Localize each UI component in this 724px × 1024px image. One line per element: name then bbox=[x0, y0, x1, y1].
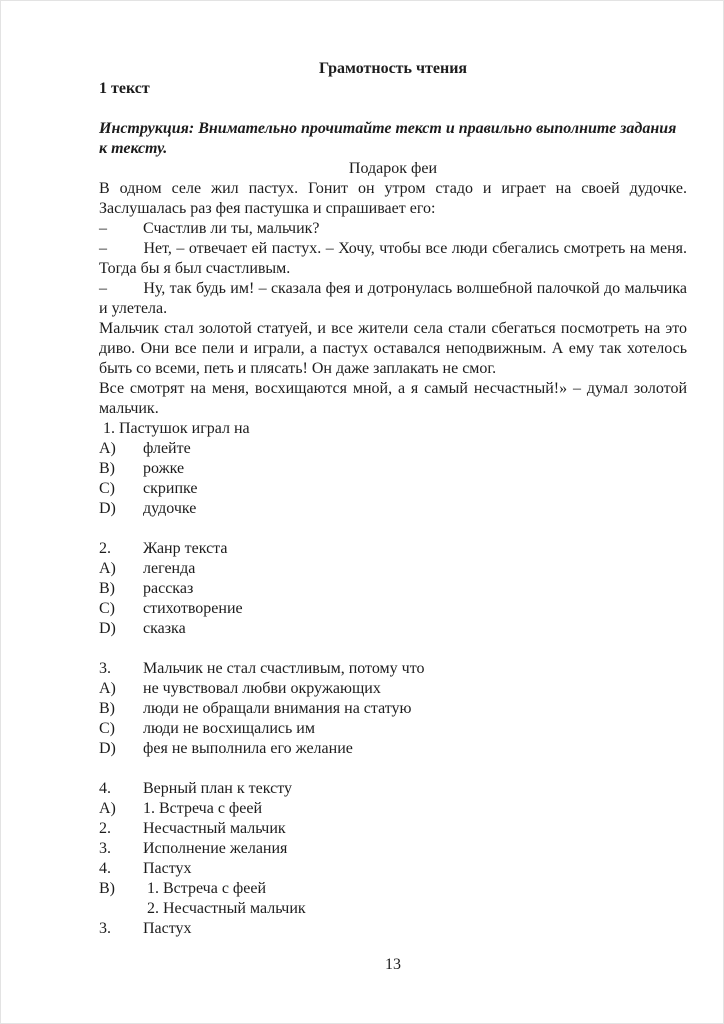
question-line: A) не чувствовал любви окружающих bbox=[99, 680, 381, 697]
question-block bbox=[99, 779, 687, 939]
story-paragraphs bbox=[99, 179, 692, 419]
question-line: D) дудочке bbox=[99, 500, 197, 517]
question-line: 2. Несчастный мальчик bbox=[99, 820, 286, 837]
question-line: 4. Верный план к тексту bbox=[99, 780, 292, 797]
question-line: 1. Пастушок играл на bbox=[99, 420, 250, 437]
question-line: 3. Пастух bbox=[99, 920, 192, 937]
question-block bbox=[99, 539, 687, 639]
question-line: A) 1. Встреча с феей bbox=[99, 800, 263, 817]
story-paragraph: – Ну, так будь им! – сказала фея и дотронулась волшебной палочкой до мальчика и улетела. bbox=[99, 280, 692, 317]
question-line: C) люди не восхищались им bbox=[99, 720, 315, 737]
question-line: B) 1. Встреча с феей bbox=[99, 880, 267, 897]
question-line: 2. Жанр текста bbox=[99, 540, 228, 557]
instruction-paragraph bbox=[99, 119, 687, 159]
questions bbox=[99, 419, 687, 939]
story-title: Подарок феи bbox=[348, 160, 438, 177]
question-line: A) флейте bbox=[99, 440, 191, 457]
question-block bbox=[99, 659, 687, 759]
question-line: 4. Пастух bbox=[99, 860, 192, 877]
page-title: Грамотность чтения bbox=[318, 60, 468, 77]
question-block bbox=[99, 419, 687, 519]
instruction-lead: Инструкция: bbox=[99, 120, 195, 137]
question-line: B) люди не обращали внимания на статую bbox=[99, 700, 412, 717]
story-paragraph: В одном селе жил пастух. Гонит он утром стадо и играет на своей дудочке. Заслушалась раз фея пастушка и спрашивает его: bbox=[99, 180, 687, 217]
page-number: 13 bbox=[385, 956, 401, 973]
question-line: B) рассказ bbox=[99, 580, 194, 597]
story-paragraph: Мальчик стал золотой статуей, и все жители села стали сбегаться посмотреть на это диво. Они все пели и играли, а пастух оставался неподвижным. А ему так хотелось быть со всеми, петь и плясать! Он даже заплакать не смог. bbox=[99, 320, 687, 377]
question-line: 3. Исполнение желания bbox=[99, 840, 288, 857]
story-paragraph: – Счастлив ли ты, мальчик? bbox=[99, 220, 320, 237]
question-line: C) скрипке bbox=[99, 480, 198, 497]
section-label: 1 текст bbox=[99, 80, 150, 97]
instruction-text: Внимательно прочитайте текст и правильно выполните задания к тексту. bbox=[99, 120, 677, 157]
question-line: 3. Мальчик не стал счастливым, потому что bbox=[99, 660, 425, 677]
question-line: B) рожке bbox=[99, 460, 185, 477]
question-line: D) сказка bbox=[99, 620, 186, 637]
question-line: A) легенда bbox=[99, 560, 196, 577]
story-paragraph: Все смотрят на меня, восхищаются мной, а я самый несчастный!» – думал золотой мальчик. bbox=[99, 380, 687, 417]
question-line: C) стихотворение bbox=[99, 600, 243, 617]
question-line: D) фея не выполнила его желание bbox=[99, 740, 353, 757]
question-line: 2. Несчастный мальчик bbox=[99, 900, 306, 917]
story-paragraph: – Нет, – отвечает ей пастух. – Хочу, чтобы все люди сбегались смотреть на меня. Тогда бы я был счастливым. bbox=[99, 240, 692, 277]
